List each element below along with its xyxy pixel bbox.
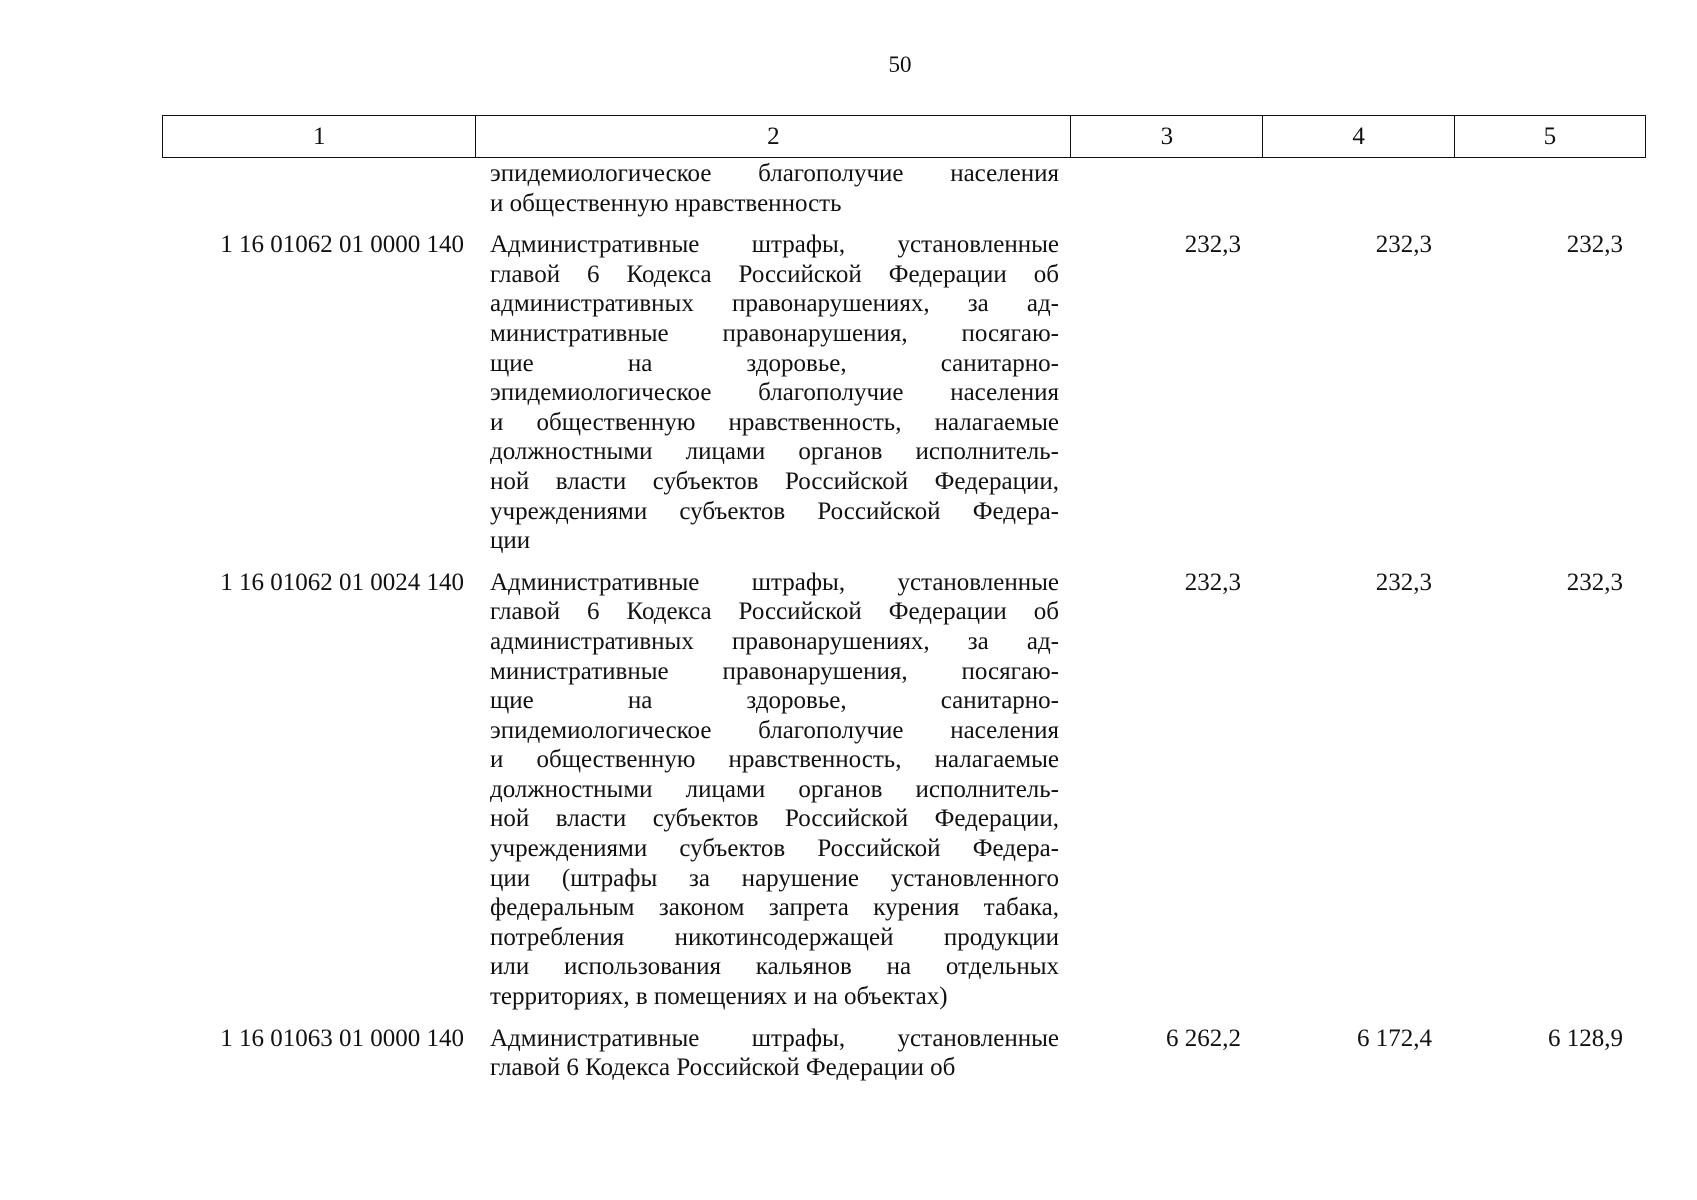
row-gap (162, 556, 1646, 568)
amount-col-5: 232,3 (1566, 568, 1623, 596)
page-number: 50 (888, 52, 912, 77)
description-line: министративные правонарушения, посягаю- (490, 319, 1059, 347)
header-col-5: 5 (1454, 116, 1645, 158)
table-row (162, 230, 1646, 556)
amount-col-4: 232,3 (1375, 231, 1432, 259)
description-line: и общественную нравственность, налагаемые (490, 408, 1059, 436)
header-col-4: 4 (1263, 116, 1454, 158)
description-line: ной власти субъектов Российской Федерации, (490, 467, 1059, 495)
income-description (490, 1024, 1059, 1083)
income-description (490, 159, 1059, 218)
description-line: административных правонарушениях, за ад- (490, 627, 1059, 655)
description-line: учреждениями субъектов Российской Федера- (490, 835, 1059, 863)
amount-col-3: 232,3 (1184, 231, 1241, 259)
table-row (162, 1024, 1646, 1083)
description-line: административных правонарушениях, за ад- (490, 290, 1059, 318)
description-line: потребления никотинсодержащей продукции (490, 923, 1059, 951)
description-line: или использования кальянов на отдельных (490, 953, 1059, 981)
budget-code: 1 16 01062 01 0000 140 (220, 231, 464, 259)
description-line: эпидемиологическое благополучие населения (490, 160, 1059, 187)
row-gap (162, 1012, 1646, 1024)
description-line: ной власти субъектов Российской Федерации, (490, 805, 1059, 833)
description-line: главой 6 Кодекса Российской Федерации об (490, 1054, 956, 1082)
income-description (490, 568, 1059, 1012)
header-col-1: 1 (163, 116, 476, 158)
amount-col-5: 6 128,9 (1548, 1024, 1623, 1052)
description-line: учреждениями субъектов Российской Федера- (490, 497, 1059, 525)
table-row (162, 568, 1646, 1012)
amount-col-3: 232,3 (1184, 568, 1241, 596)
description-line: щие на здоровье, санитарно- (490, 687, 1059, 715)
description-line: ции (490, 527, 531, 555)
description-line: федеральным законом запрета курения табака, (490, 894, 1059, 922)
description-line: Административные штрафы, установленные (490, 1024, 1059, 1052)
header-col-3: 3 (1071, 116, 1263, 158)
amount-col-4: 6 172,4 (1357, 1024, 1432, 1052)
budget-code: 1 16 01063 01 0000 140 (220, 1024, 464, 1052)
description-line: Административные штрафы, установленные (490, 231, 1059, 259)
header-col-2: 2 (476, 116, 1071, 158)
description-line: территориях, в помещениях и на объектах) (490, 983, 948, 1011)
table-body (162, 159, 1646, 1083)
description-line: и общественную нравственность (490, 189, 842, 217)
amount-col-3: 6 262,2 (1166, 1024, 1241, 1052)
row-gap (162, 218, 1646, 230)
header-row (163, 116, 1646, 158)
amount-col-4: 232,3 (1375, 568, 1432, 596)
table-header (162, 115, 1646, 158)
description-line: министративные правонарушения, посягаю- (490, 657, 1059, 685)
description-line: главой 6 Кодекса Российской Федерации об (490, 598, 1059, 626)
description-line: ции (штрафы за нарушение установленного (490, 864, 1059, 892)
amount-col-5: 232,3 (1566, 231, 1623, 259)
description-line: щие на здоровье, санитарно- (490, 349, 1059, 377)
description-line: эпидемиологическое благополучие населения (490, 379, 1059, 407)
income-description (490, 230, 1059, 556)
budget-code: 1 16 01062 01 0024 140 (220, 568, 464, 596)
description-line: Административные штрафы, установленные (490, 568, 1059, 596)
description-line: должностными лицами органов исполнитель- (490, 438, 1059, 466)
table-row (162, 159, 1646, 218)
description-line: эпидемиологическое благополучие населения (490, 716, 1059, 744)
description-line: должностными лицами органов исполнитель- (490, 775, 1059, 803)
description-line: главой 6 Кодекса Российской Федерации об (490, 260, 1059, 288)
description-line: и общественную нравственность, налагаемые (490, 746, 1059, 774)
